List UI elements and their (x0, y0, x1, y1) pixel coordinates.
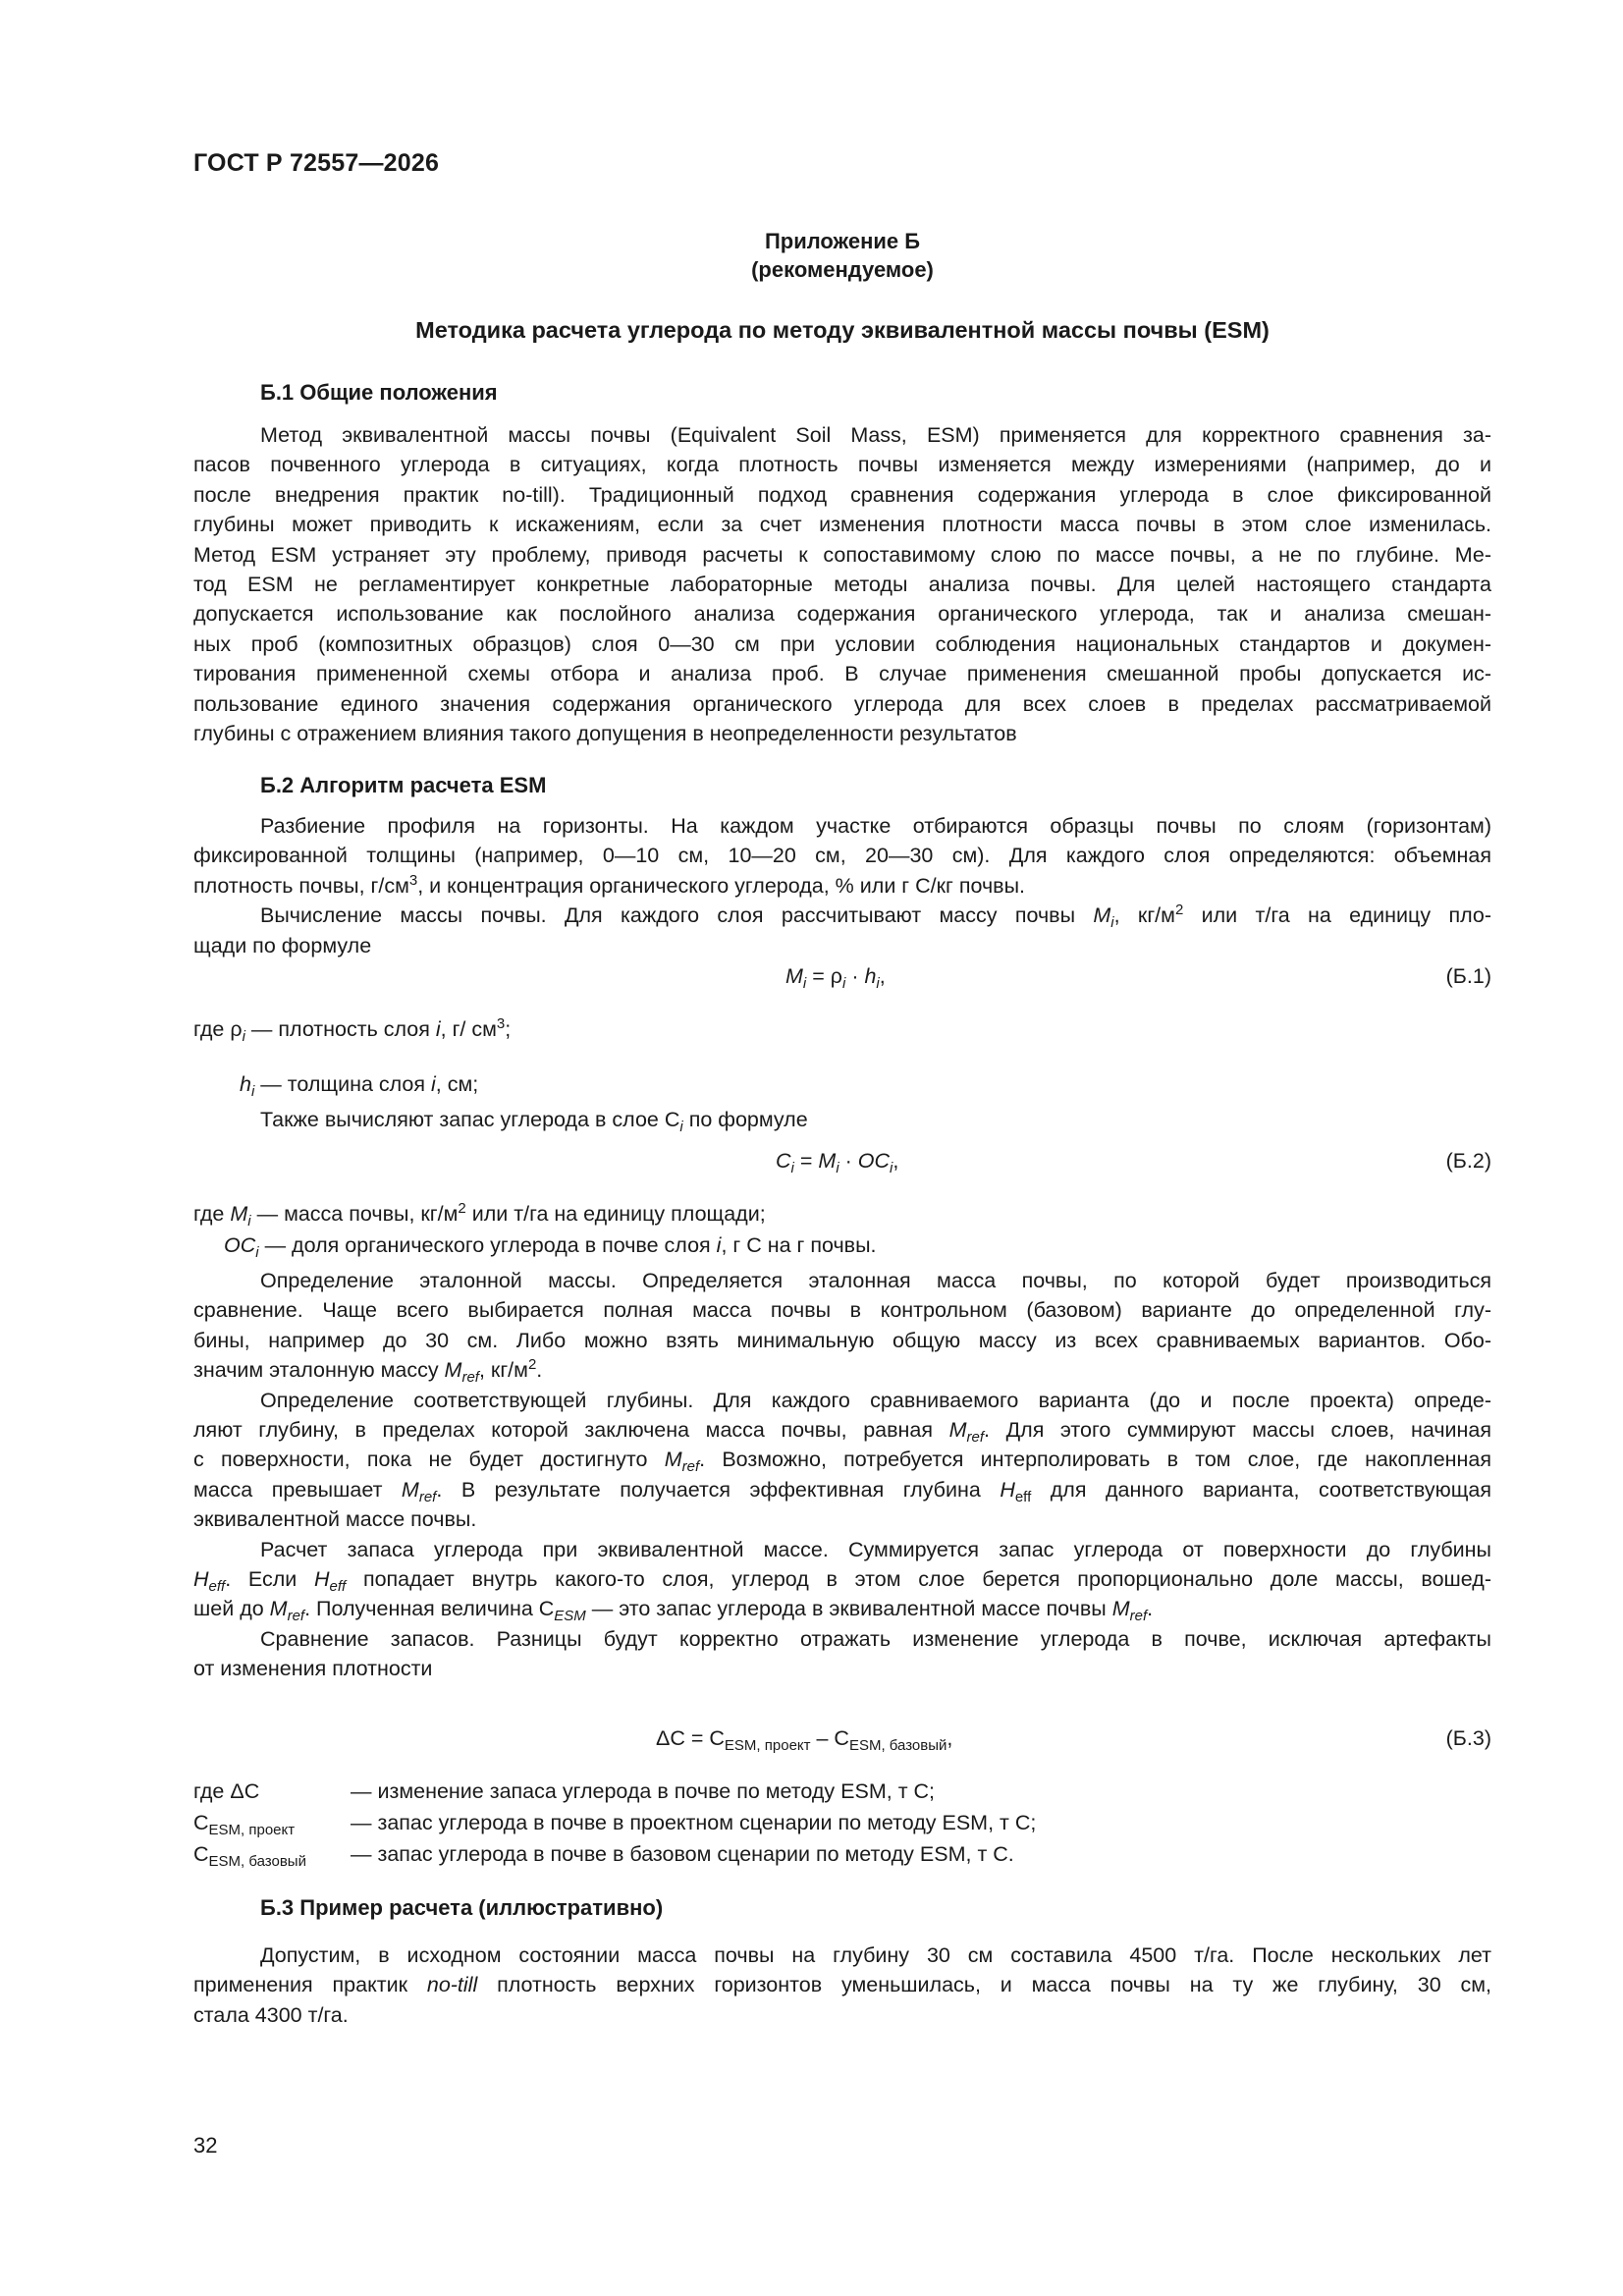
text-line: пасов почвенного углерода в ситуациях, когда плотность почвы изменяется между измерениями (например, до и (193, 453, 1491, 477)
appendix-title: Методика расчета углерода по методу эквивалентной массы почвы (ESM) (415, 317, 1270, 343)
text-line: $H_{eff}$. Если $H_{eff}$ попадает внутрь какого-то слоя, углерод в этом слое берется пропорционально доле массы, вошед- (193, 1567, 1491, 1596)
legend-delta-c-desc: — изменение запаса углерода в почве по методу ESM, т С; (351, 1779, 936, 1803)
text-line: масса превышает $M_{ref}$. В результате получается эффективная глубина $H_{eff}$ для данного варианта, соответствующая (193, 1477, 1491, 1505)
text-line: Расчет запаса углерода при эквивалентной массе. Суммируется запас углерода от поверхности до глубины (260, 1537, 1491, 1561)
formula-b2: $C_i = M_i \cdot OC_i$, (776, 1149, 899, 1176)
section-heading-b2: Б.2 Алгоритм расчета ESM (260, 773, 547, 797)
formula-b1: $M_i = \rho_i \cdot h_i$, (785, 964, 886, 992)
legend-h: $h_i$ — толщина слоя i, см; (240, 1072, 479, 1100)
text-line: Также вычисляют запас углерода в слое $C_i$ по формуле (260, 1108, 808, 1135)
text-line: тирования примененной схемы отбора и анализа проб. В случае применения смешанной пробы допускается ис- (193, 662, 1491, 686)
text-line: после внедрения практик no-till). Традиционный подход сравнения содержания углерода в слое фиксированной (193, 482, 1491, 507)
page-number: 32 (193, 2133, 218, 2158)
legend-c-project-desc: — запас углерода в почве в проектном сценарии по методу ESM, т С; (351, 1811, 1037, 1834)
legend-c-base-desc: — запас углерода в почве в базовом сценарии по методу ESM, т С. (351, 1842, 1014, 1866)
text-line: применения практик no-till плотность верхних горизонтов уменьшилась, и масса почвы на ту же глубину, 30 см, (193, 1973, 1492, 1997)
legend-c-project: $C_{ESM, проект}$ (193, 1811, 296, 1838)
text-line: ных проб (композитных образцов) слоя 0—30 см при условии соблюдения национальных стандартов и докумен- (193, 631, 1491, 656)
text-line: фиксированной толщины (например, 0—10 см, 10—20 см, 20—30 см). Для каждого слоя определяются: объемная (193, 844, 1491, 868)
text-line: бины, например до 30 см. Либо можно взять минимальную общую массу из всех сравниваемых вариантов. Обо- (193, 1328, 1491, 1352)
text-line: плотность почвы, $г/см^3$, и концентрация органического углерода, % или г С/кг почвы. (193, 871, 1026, 898)
legend-c-base: $C_{ESM, базовый}$ (193, 1842, 306, 1870)
text-line: сравнение. Чаще всего выбирается полная масса почвы в контрольном (базовом) варианте до определенной глу- (193, 1298, 1491, 1323)
text-line: допускается использование как послойного анализа содержания органического углерода, так и анализа смешан- (193, 602, 1491, 627)
formula-number-b1: (Б.1) (1445, 964, 1491, 988)
text-line: Вычисление массы почвы. Для каждого слоя рассчитывают массу почвы $M_i$, $кг/м^2$ или т/га на единицу пло- (260, 902, 1491, 932)
appendix-status: (рекомендуемое) (751, 257, 934, 282)
section-b2-p1 (193, 811, 1491, 960)
text-line: ляют глубину, в пределах которой заключена масса почвы, равная $M_{ref}$. Для этого суммируют массы слоев, начиная (193, 1418, 1492, 1447)
section-b2-p4 (193, 1266, 1491, 1684)
legend-rho: где $\rho_i$ — плотность слоя i, г/ $см^3$; (193, 1015, 512, 1045)
text-line: Сравнение запасов. Разницы будут корректно отражать изменение углерода в почве, исключая артефакты (260, 1626, 1491, 1651)
text-line: значим эталонную массу $M_{ref}$, $кг/м^2$. (193, 1356, 543, 1387)
section-heading-b1: Б.1 Общие положения (260, 380, 498, 405)
text-line: Разбиение профиля на горизонты. На каждом участке отбираются образцы почвы по слоям (горизонтам) (260, 814, 1491, 838)
text-line: глубины может приводить к искажениям, если за счет изменения плотности масса почвы в этом слое изменилась. (193, 513, 1491, 537)
legend-oc: $OC_i$ — доля органического углерода в почве слоя i, г С на г почвы. (224, 1233, 877, 1261)
text-line: от изменения плотности (193, 1657, 433, 1681)
text-line: Определение эталонной массы. Определяется эталонная масса почвы, по которой будет производиться (260, 1269, 1491, 1292)
text-line: Метод ESM устраняет эту проблему, приводя расчеты к сопоставимому слою по массе почвы, а не по глубине. Ме- (193, 542, 1491, 567)
formula-b3: $\Delta C = C_{ESM, проект} - C_{ESM, базовый}$, (656, 1726, 953, 1754)
text-line: Определение соответствующей глубины. Для каждого сравниваемого варианта (до и после проекта) опреде- (260, 1388, 1491, 1412)
text-line: стала 4300 т/га. (193, 2002, 349, 2027)
text-line: пользование единого значения содержания органического углерода для всех слоев в пределах рассматриваемой (193, 691, 1491, 716)
document-id-header: ГОСТ Р 72557—2026 (193, 149, 440, 177)
text-line: шей до $M_{ref}$. Полученная величина $C_{ESM}$ — это запас углерода в эквивалентной массе почвы $M_{ref}$. (193, 1597, 1154, 1625)
section-b3-body (193, 1941, 1491, 2030)
section-heading-b3: Б.3 Пример расчета (иллюстративно) (260, 1895, 664, 1920)
text-line: Допустим, в исходном состоянии масса почвы на глубину 30 см составила 4500 т/га. После нескольких лет (260, 1943, 1491, 1967)
text-line: эквивалентной массе почвы. (193, 1507, 477, 1532)
text-line: тод ESM не регламентирует конкретные лабораторные методы анализа почвы. Для целей настоящего стандарта (193, 573, 1491, 597)
text-line: глубины с отражением влияния такого допущения в неопределенности результатов (193, 722, 1017, 746)
formula-number-b3: (Б.3) (1445, 1726, 1491, 1750)
legend-delta-c: где ΔC (193, 1779, 260, 1803)
appendix-label: Приложение Б (764, 229, 921, 253)
formula-number-b2: (Б.2) (1445, 1149, 1491, 1173)
legend-m: где $M_i$ — масса почвы, $кг/м^2$ или т/га на единицу площади; (193, 1200, 766, 1230)
text-line: с поверхности, пока не будет достигнуто $M_{ref}$. Возможно, потребуется интерполировать в том слое, где накопленная (193, 1448, 1492, 1476)
text-line: Метод эквивалентной массы почвы (Equivalent Soil Mass, ESM) применяется для корректного сравнения за- (260, 423, 1491, 447)
text-line: щади по формуле (193, 933, 372, 957)
section-b1-body (193, 420, 1491, 748)
